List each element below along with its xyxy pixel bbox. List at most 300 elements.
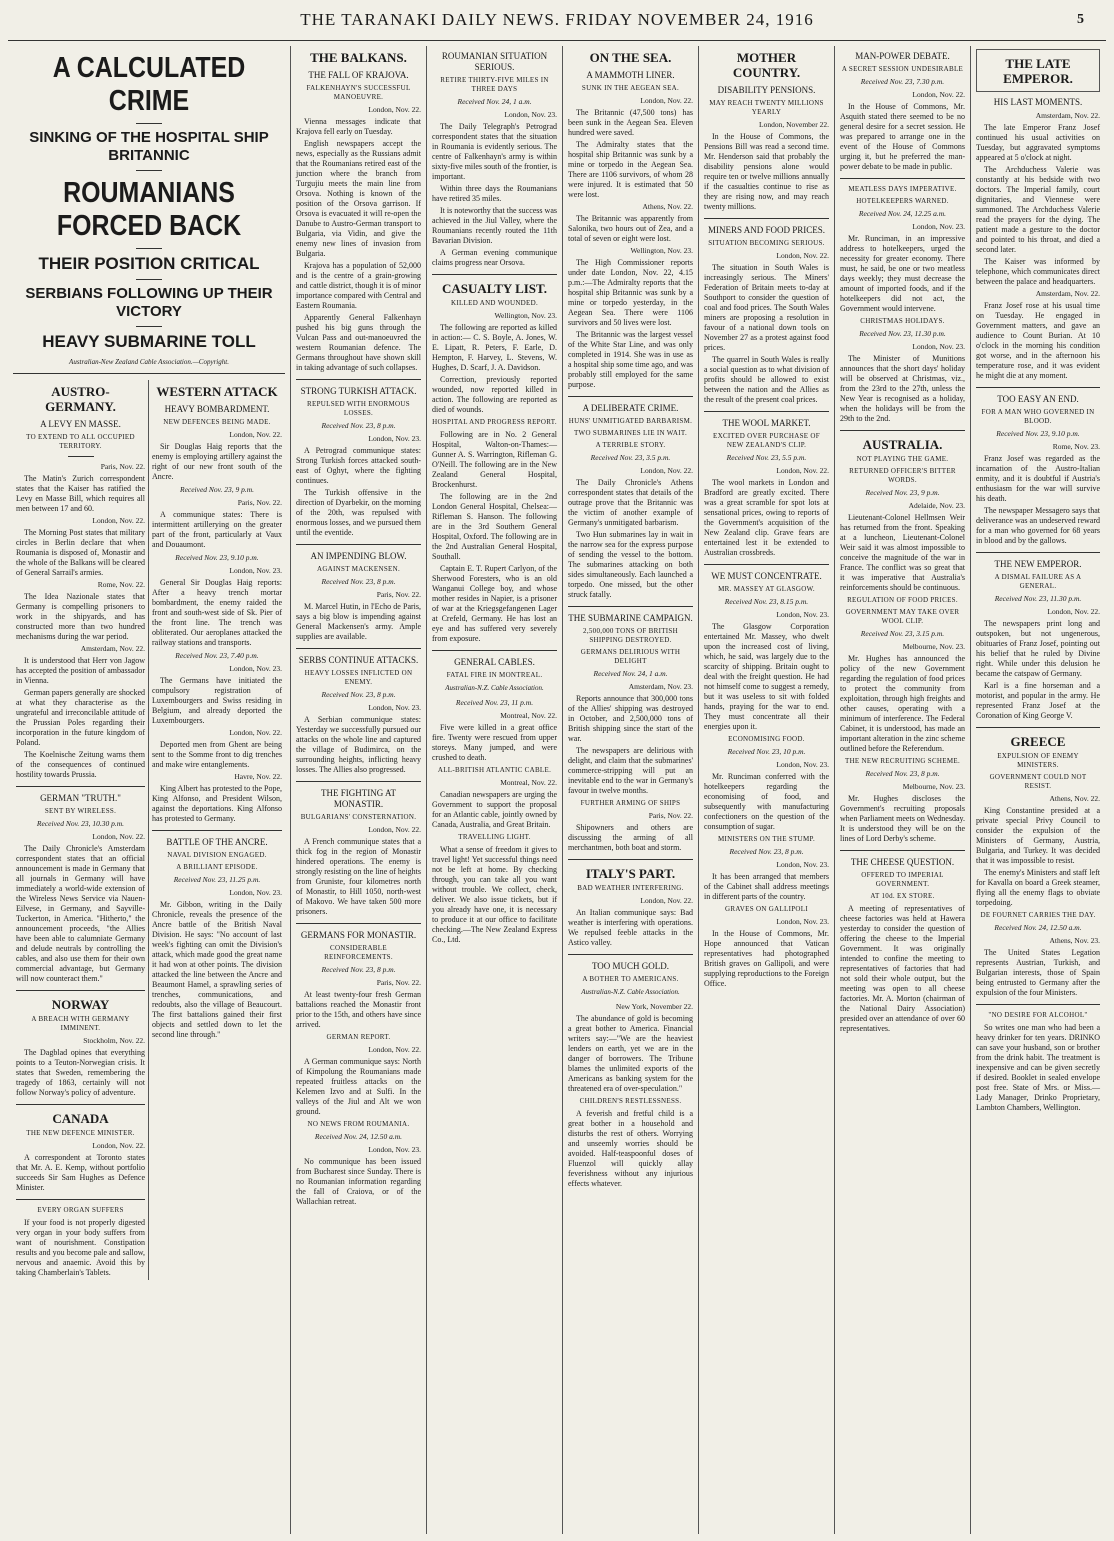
paragraph: It is noteworthy that the success was achieved in the Jiul Valley, where the Roumanians recently routed the 11th Bavarian Division. (432, 206, 557, 245)
paragraph: In the House of Commons, Mr. Hope announced that Vatican representatives had photographed British graves on Gallipoli, and were supplying reproductions to the Foreign Office. (704, 929, 829, 988)
rule (976, 727, 1100, 728)
dateline: Havre, Nov. 22. (234, 772, 282, 781)
dateline: London, Nov. 23. (229, 566, 282, 575)
dateline: London, Nov. 22. (92, 832, 145, 841)
divider (136, 123, 162, 124)
paragraph: General Sir Douglas Haig reports: After a heavy trench mortar bombardment, the enemy raided the front and south-west side of Sk. Pier of the front line. The trench was obliterated. Our aeroplanes attacked the railway stations and transports. (152, 578, 282, 647)
received-time: Received Nov. 23, 11.25 p.m. (173, 875, 261, 884)
column-1 (8, 46, 291, 1534)
subhead: SENT BY WIRELESS. (44, 807, 117, 815)
section-casualty-list: CASUALTY LIST. (441, 281, 547, 296)
ad-heading: EVERY ORGAN SUFFERS (37, 1206, 124, 1214)
ad-paragraph: What a sense of freedom it gives to travel light! Yet successful things need not be left at home. By checking through, you can take all you want without trouble. We collect, check, deliver. We also issue tickets, but if you already have one, it is necessary to produce it at our office to facilitate checking.—The New Zealand Express Co., Ltd. (432, 845, 557, 944)
rule (16, 990, 145, 991)
dateline: London, Nov. 22. (368, 105, 421, 114)
received-time: Received Nov. 23, 10 p.m. (727, 747, 806, 756)
column-6 (835, 46, 971, 1534)
paragraph: M. Marcel Hutin, in l'Echo de Paris, says a big blow is impending against General Mackensen's army. Ample supplies are available. (296, 602, 421, 641)
subhead: A MAMMOTH LINER. (586, 70, 675, 80)
paragraph: Deported men from Ghent are being sent to the Somme front to dig trenches and make wire entanglements. (152, 740, 282, 769)
subhead: MINERS AND FOOD PRICES. (707, 225, 826, 235)
lead-headlines (13, 52, 285, 367)
paragraph: The Britannic was the largest vessel of the White Star Line, and was only completed in 1914. She was in use as a hospital ship some time ago, and was probably still employed for the same purpose. (568, 330, 693, 389)
paragraph: Two Hun submarines lay in wait in the narrow sea for the express purpose of sending the vessel to the bottom. The submarines attacking on both sides simultaneously. Each launched a torpedo. One missed, but the other struck fatally. (568, 530, 693, 599)
subhead: TOO MUCH GOLD. (591, 961, 670, 971)
subhead: MAN-POWER DEBATE. (855, 51, 950, 61)
ad-heading: "NO DESIRE FOR ALCOHOL" (988, 1011, 1088, 1019)
subhead: TO EXTEND TO ALL OCCUPIED TERRITORY. (26, 433, 135, 450)
headline-sinking-britannic: SINKING OF THE HOSPITAL SHIP BRITANNIC (29, 129, 269, 164)
subhead: NEW DEFENCES BEING MADE. (163, 418, 271, 426)
dateline: London, Nov. 22. (776, 251, 829, 260)
subhead: GERMANS FOR MONASTIR. (300, 930, 417, 940)
subhead: ECONOMISING FOOD. (728, 735, 805, 743)
subhead: RETIRE THIRTY-FIVE MILES IN THREE DAYS (440, 76, 549, 93)
dateline: London, Nov. 22. (229, 728, 282, 737)
section-mother-country: MOTHER COUNTRY. (732, 50, 801, 80)
subhead: AT 10d. EX STORE. (870, 892, 935, 900)
paragraph: The High Commissioner reports under date London, Nov. 22, 4.15 p.m.:—The Admiralty reports that the hospital ship Britannic was sunk by a mine or torpedo yesterday, in the Aegean Sea. There were 1106 survivors and 50 lives were lost. (568, 258, 693, 327)
subhead: HIS LAST MOMENTS. (993, 97, 1083, 107)
dateline: Montreal, Nov. 22. (500, 778, 557, 787)
headline-box (976, 49, 1100, 92)
paragraph: A meeting of representatives of cheese factories was held at Hawera yesterday to consider the question of offering the cheese to the Imperial Government. It was originally intended to confine the meeting to representatives of factories that had not sold their whole output, but the meeting was open to all cheese factories. Mr. A. Morton (chairman of the National Dairy Association) presided over an attendance of over 60 representatives. (840, 904, 965, 1033)
paragraph: Mr. Runciman conferred with the hotelkeepers regarding the economising of food, and subsequently with manufacturing confectioners on the question of the consumption of sugar. (704, 772, 829, 831)
paragraph: Sir Douglas Haig reports that the enemy is employing artillery against the right of our new front south of the Ancre. (152, 442, 282, 481)
dateline: Paris, Nov. 22. (100, 462, 145, 471)
paragraph: Five were killed in a great office fire. Twenty were rescued from upper storeys. Many jumped, and were crushed to death. (432, 723, 557, 762)
cable-agency-credit: Australian-New Zealand Cable Association.—Copyright. (69, 358, 229, 366)
rule (840, 178, 965, 179)
paragraph: A German communique says: North of Kimpolung the Roumanians made repeated fruitless attacks on the Kelemen Izvo and at Sulfi. In the valleys of the Jiul and Alt we won ground. (296, 1057, 421, 1116)
paragraph: A French communique states that a thick fog in the region of Monastir hindered operations. The enemy is strongly resisting on the line of heights from Gruniste, four kilometres north of Monastir, to Hill 1050, north-west of Makovo. We have taken 500 more prisoners. (296, 837, 421, 916)
dateline: London, Nov. 22. (1047, 607, 1100, 616)
received-time: Received Nov. 23, 3.15 p.m. (860, 629, 945, 638)
paragraph: It has been arranged that members of the Cabinet shall address meetings in different parts of the country. (704, 872, 829, 901)
rule (976, 552, 1100, 553)
dateline: New York, November 22. (615, 1002, 693, 1011)
received-time: Received Nov. 23, 8 p.m. (321, 577, 396, 586)
subhead: TOO EASY AN END. (997, 394, 1079, 404)
dateline: London, Nov. 23. (368, 703, 421, 712)
dateline: London, Nov. 22. (229, 430, 282, 439)
paragraph: An Italian communique says: Bad weather is interfering with operations. We repulsed feeble attacks in the Astico valley. (568, 908, 693, 947)
paragraph: The late Emperor Franz Josef continued his usual activities on Tuesday, but aggravated symptoms appeared at 5 o'clock at night. (976, 123, 1100, 162)
rule (704, 218, 829, 219)
subhead: MINISTERS ON THE STUMP. (717, 835, 815, 843)
dateline: Amsterdam, Nov. 22. (80, 644, 145, 653)
subhead: A DELIBERATE CRIME. (582, 403, 679, 413)
headline-submarine-toll: HEAVY SUBMARINE TOLL (42, 332, 256, 351)
column-5 (699, 46, 835, 1534)
paragraph: At least twenty-four fresh German battalions reached the Monastir front prior to the 15th, and others have since arrived. (296, 990, 421, 1029)
dateline: Athens, Nov. 22. (1049, 794, 1100, 803)
divider (136, 248, 162, 249)
subhead: TWO SUBMARINES LIE IN WAIT. (573, 429, 688, 437)
subhead: EXCITED OVER PURCHASE OF NEW ZEALAND'S CLIP. (713, 432, 820, 449)
paragraph: Shipowners and others are discussing the arming of all merchantmen, both boat and storm. (568, 823, 693, 852)
dateline: London, Nov. 22. (912, 90, 965, 99)
paragraph: The following are reported as killed in action:— C. S. Boyle, A. Jones, W. E. Lipatt, R. Peters, F. Earle, D. Hempton, F. Harvey, L. Stevens, W. Hughes, D. Scarf, J. A. Davidson. (432, 323, 557, 372)
column-1-left (13, 380, 149, 1280)
received-time: Received Nov. 23, 8 p.m. (321, 965, 396, 974)
subhead: OFFERED TO IMPERIAL GOVERNMENT. (861, 871, 944, 888)
section-balkans: THE BALKANS. (310, 50, 407, 65)
received-time: Received Nov. 24, 12.25 a.m. (858, 209, 947, 218)
paragraph: Vienna messages indicate that Krajova fell early on Tuesday. (296, 117, 421, 136)
received-time: Received Nov. 23, 10.30 p.m. (36, 819, 125, 828)
subhead: REGULATION OF FOOD PRICES. (847, 596, 958, 604)
received-time: Received Nov. 23, 11.30 p.m. (859, 329, 946, 338)
headline-calculated-crime: A CALCULATED CRIME (52, 52, 246, 117)
paragraph: A communique states: There is intermittent artillerying on the greater part of the front, particularly at Vaux and Douaumont. (152, 510, 282, 549)
dateline: Paris, Nov. 22. (237, 498, 282, 507)
dateline: London, Nov. 22. (776, 466, 829, 475)
subhead: A DISMAL FAILURE AS A GENERAL. (994, 573, 1082, 590)
paragraph: The enemy's Ministers and staff left for Kavalla on board a Greek steamer, flying all the enemy flags to obviate torpedoing. (976, 868, 1100, 907)
subhead: REPULSED WITH ENORMOUS LOSSES. (307, 400, 410, 417)
dateline: London, Nov. 23. (368, 434, 421, 443)
subhead: BULGARIANS' CONSTERNATION. (300, 813, 417, 821)
ad-heading: TRAVELLING LIGHT. (458, 833, 531, 841)
paragraph: A Petrograd communique states: Strong Turkish forces attacked south-east of Oghyt, where the fighting continues. (296, 446, 421, 485)
paragraph: The Dagblad opines that everything points to a Teuton-Norwegian crisis. It states that Sweden, remembering the tragedy of 1863, certainly will not follow Norway's policy of adventure. (16, 1048, 145, 1097)
subhead: SUNK IN THE AEGEAN SEA. (581, 84, 680, 92)
paragraph: Reports announce that 300,000 tons of the Allies' shipping was destroyed in October, and 2,500,000 tons of British shipping since the start of the war. (568, 694, 693, 743)
subhead: DISABILITY PENSIONS. (717, 85, 816, 95)
received-time: Received Nov. 23, 8 p.m. (865, 769, 940, 778)
paragraph: Franz Josef was regarded as the incarnation of the Austro-Italian enmity, and it is doubtful if Austria's enthusiasm for the war will survive his death. (976, 454, 1100, 503)
subhead: A BREACH WITH GERMANY IMMINENT. (31, 1015, 130, 1032)
subhead: THE NEW RECRUITING SCHEME. (845, 757, 960, 765)
section-greece: GREECE (1010, 734, 1066, 749)
subhead: KILLED AND WOUNDED. (450, 299, 539, 307)
subhead: NOT PLAYING THE GAME. (856, 455, 949, 463)
paragraph: It is understood that Herr von Jagow has accepted the position of ambassador in Vienna. (16, 656, 145, 685)
paragraph: Captain E. T. Rupert Carlyon, of the Sherwood Foresters, who is an old Wanganui College boy, and whose mother resides in Napier, is a prisoner of war at the Kriegsgefangenen Lager at Crefeld, Germany. He has lost an eye and has suffered very severely from exposure. (432, 564, 557, 643)
column-4 (563, 46, 699, 1534)
column-1-split (13, 380, 285, 1280)
received-time: Received Nov. 23, 9 p.m. (865, 488, 940, 497)
paragraph: Within three days the Roumanians have retired 35 miles. (432, 184, 557, 203)
subhead: 2,500,000 TONS OF BRITISH SHIPPING DESTROYED. (583, 627, 678, 644)
dateline: London, Nov. 23. (776, 917, 829, 926)
page-number: 5 (1077, 12, 1084, 27)
dateline: Stockholm, Nov. 22. (83, 1036, 145, 1045)
rule (16, 1199, 145, 1200)
paragraph: The newspapers are delirious with delight, and claim that the submarines' commerce-stripping will put an inevitable end to the war in Germany's favour in twelve months. (568, 746, 693, 795)
paragraph: King Constantine presided at a private special Privy Council to consider the expulsion of the Ministers of Germany, Austria, Bulgaria, and Turkey. It was decided that it was impossible to resist. (976, 806, 1100, 865)
subhead: GENERAL CABLES. (454, 657, 535, 667)
paragraph: The United States Legation represents Austrian, Turkish, and Bulgarian interests, those of Spain being entrusted to Germany after the expulsion of the four Ministers. (976, 948, 1100, 997)
divider (136, 279, 162, 280)
received-time: Received Nov. 23, 3.5 p.m. (590, 453, 671, 462)
subhead: CONSIDERABLE REINFORCEMENTS. (324, 944, 393, 961)
received-time: Received Nov. 23, 9 p.m. (179, 485, 254, 494)
column-2 (291, 46, 427, 1534)
paragraph: The Glasgow Corporation entertained Mr. Massey, who dwelt upon the increased cost of living, which, he said, was largely due to the scarcity of shipping. Britain ought to deal with the freight question. He had not himself come to suggest a remedy, but it was useless to sit with folded hands, praying for the war to end. They must concentrate all their energies upon it. (704, 622, 829, 731)
rule (296, 544, 421, 545)
paragraph: In the House of Commons, the Pensions Bill was read a second time. Mr. Henderson said that probably the disability pensions alone would require ten or twelve millions annually if the casualties continue to rise as they are rising now, and may reach twenty millions. (704, 132, 829, 211)
subhead: BATTLE OF THE ANCRE. (166, 837, 268, 847)
dateline: Montreal, Nov. 22. (500, 711, 557, 720)
paragraph: The abundance of gold is becoming a great bother to America. Financial writers say:—"We are the heaviest lenders on earth, yet we are in the danger of borrowers. The Tribune blames the unlimited exports of the Americans as banking system for the threatened era of over-speculation." (568, 1014, 693, 1093)
dateline: London, Nov. 22. (640, 896, 693, 905)
ad-paragraph: A feverish and fretful child is a great bother in a household and disturbs the rest of others. Worrying and unseemly worries should be avoided. Half-teaspoonful doses of Fluenzol will quickly allay feverishness without any injurious effects whatever. (568, 1109, 693, 1188)
paragraph: The Admiralty states that the hospital ship Britannic was sunk by a mine or torpedo in the Aegean Sea. There are 1106 survivors, of whom 28 were injured. It is estimated that 50 were lost. (568, 140, 693, 199)
subhead: HEAVY BOMBARDMENT. (164, 404, 270, 414)
paragraph: Canadian newspapers are urging the Government to support the proposal for an Atlantic cable, jointly owned by Canada, Australia, and Great Britain. (432, 790, 557, 829)
paragraph: Mr. Hughes discloses the Government's recruiting proposals when Parliament meets on Wednesday. It is understood they will be on the lines of Lord Derby's scheme. (840, 794, 965, 843)
dateline: London, Nov. 22. (368, 825, 421, 834)
paragraph: The following are in the 2nd London General Hospital, Chelsea:—Rifleman S. Hanson. The following are in the 3rd Southern General Hospital, Oxford. The following are in the 2nd Australian General Hospital, Southall. (432, 492, 557, 561)
subhead: CHRISTMAS HOLIDAYS. (860, 317, 945, 325)
paragraph: The Matin's Zurich correspondent states that the Kaiser has ratified the Levy en Masse Bill, which requires all men between 17 and 60. (16, 474, 145, 513)
paragraph: The Germans have initiated the compulsory registration of Luxembourgers and Swiss residing in Belgium, and already deported the Luxembourgers. (152, 676, 282, 725)
received-time: Received Nov. 23, 9.10 p.m. (175, 553, 259, 562)
paragraph: Mr. Gibbon, writing in the Daily Chronicle, reveals the presence of the Ancre battle of the British Naval Division. He says: "No account of last week's fighting can omit the Division's attack, which made good the great name it had won at other points. The division attacked the line between the Ancre and Beaumont Hamel, a sprawling series of trenches, communications, and redoubts, also the village of Beaucourt. The first battalions gained their first objects and settled down to let the second line through." (152, 900, 282, 1039)
dateline: London, Nov. 22. (640, 96, 693, 105)
subhead: STRONG TURKISH ATTACK. (300, 386, 417, 396)
paragraph: The quarrel in South Wales is really a social question as to what division of profits should be allowed to exist between the nation and the Allies as the result of the present coal prices. (704, 355, 829, 404)
rule (840, 850, 965, 851)
rule (432, 650, 557, 651)
received-time: Received Nov. 23, 8 p.m. (321, 421, 396, 430)
section-italys-part: ITALY'S PART. (585, 866, 676, 881)
paragraph: The situation in South Wales is increasingly serious. The Miners' Federation of Britain meets to-day at Southport to consider the question of coal and food prices. The South Wales miners are proposing a resolution in favour of a national down tools on November 27 as a protest against food prices. (704, 263, 829, 352)
subhead: MR. MASSEY AT GLASGOW. (718, 585, 815, 593)
ad-heading: CHILDREN'S RESTLESSNESS. (579, 1097, 682, 1105)
paragraph: Krajova has a population of 52,000 and is the centre of a grain-growing and cattle district, though it is of minor importance compared with Central and Eastern Roumania. (296, 261, 421, 310)
dateline: London, Nov. 22. (640, 466, 693, 475)
subhead: A TERRIBLE STORY. (595, 441, 666, 449)
subhead: THE SUBMARINE CAMPAIGN. (568, 613, 693, 623)
subhead: WE MUST CONCENTRATE. (711, 571, 822, 581)
headline-serbians-victory: SERBIANS FOLLOWING UP THEIR VICTORY (25, 285, 273, 320)
paragraph: Apparently General Falkenhayn pushed his big guns through the Vulcan Pass and out-manoeuvred the western Roumanian defence. The Germans throughout have shown skill in taking advantage of such collapses. (296, 313, 421, 372)
headline-position-critical: THEIR POSITION CRITICAL (38, 254, 260, 273)
cable-agency-credit: Australian-N.Z. Cable Association. (581, 988, 680, 996)
dateline: Wellington, Nov. 23. (630, 246, 693, 255)
divider (68, 456, 94, 457)
section-canada: CANADA (52, 1111, 109, 1126)
subhead: DE FOURNET CARRIES THE DAY. (980, 911, 1096, 919)
paragraph: No communique has been issued from Bucharest since Sunday. There is no Roumanian information regarding the fall of Craiova, or of the Wallachian retreat. (296, 1157, 421, 1206)
subhead: FURTHER ARMING OF SHIPS (580, 799, 681, 807)
section-austro-germany: AUSTRO-GERMANY. (45, 384, 116, 414)
received-time: Received Nov. 24, 12.50 a.m. (314, 1132, 403, 1141)
subhead: THE NEW EMPEROR. (994, 559, 1082, 569)
subhead: BAD WEATHER INTERFERING. (577, 884, 684, 892)
subhead: GERMANS DELIRIOUS WITH DELIGHT (580, 648, 681, 665)
paragraph: The Morning Post states that military circles in Berlin declare that when Roumania is disposed of, Monastir and the whole of the Balkans will be cleared of General Sarrail's armies. (16, 528, 145, 577)
subhead: HEAVY LOSSES INFLICTED ON ENEMY. (304, 669, 413, 686)
paragraph: The Archduchess Valerie was constantly at his bedside with two doctors. The Imperial family, court dignitaries, and Viennese were summoned. The Archduchess Valerie read the prayers for the dying. The patient made a gesture to the doctor and pointed to his throat, and died a second later. (976, 165, 1100, 254)
subhead: A SECRET SESSION UNDESIRABLE (841, 65, 964, 73)
dateline: Amsterdam, Nov. 22. (1035, 111, 1100, 120)
received-time: Received Nov. 23, 7.40 p.m. (175, 651, 259, 660)
rule (16, 786, 145, 787)
received-time: Received Nov. 24, 1 a.m. (457, 97, 532, 106)
subhead: HUNS' UNMITIGATED BARBARISM. (568, 417, 693, 425)
ad-paragraph: If your food is not properly digested very organ in your body suffers from want of nourishment. Constipation results and you become pale and sallow, nervous and anaemic. Avoid this by taking Chamberlain's Tablets. (16, 1218, 145, 1277)
received-time: Received Nov. 23, 11.30 p.m. (994, 594, 1082, 603)
dateline: London, Nov. 23. (504, 110, 557, 119)
received-time: Received Nov. 23, 8 p.m. (321, 690, 396, 699)
paragraph: A Serbian communique states: Yesterday we successfully pursued our attacks on the whole line and captured the village of Budimirca, on the surrounding heights, inflicting heavy losses. The Allies also progressed. (296, 715, 421, 774)
section-on-the-sea: ON THE SEA. (589, 50, 672, 65)
rule (16, 1104, 145, 1105)
dateline: London, Nov. 23. (912, 342, 965, 351)
dateline: Melbourne, Nov. 23. (902, 642, 965, 651)
paragraph: A correspondent at Toronto states that Mr. A. E. Kemp, without portfolio succeeds Sir Sam Hughes as Defence Minister. (16, 1153, 145, 1192)
rule (976, 387, 1100, 388)
dateline: Amsterdam, Nov. 22. (1035, 289, 1100, 298)
paragraph: The Daily Chronicle's Athens correspondent states that details of the outrage prove that the Britannic was the victim of another example of Germany's unmitigated barbarism. (568, 478, 693, 527)
rule (152, 830, 282, 831)
subhead: AN IMPENDING BLOW. (310, 551, 407, 561)
paragraph: King Albert has protested to the Pope, King Alfonso, and President Wilson, against the deportations. King Alfonso has protested to Germany. (152, 784, 282, 823)
paragraph: Karl is a fine horseman and a motorist, and popular in the army. He represented Franz Josef at the Coronation of King George V. (976, 681, 1100, 720)
dateline: London, Nov. 23. (229, 664, 282, 673)
subhead: SERBS CONTINUE ATTACKS. (298, 655, 419, 665)
received-time: Received Nov. 23, 8 p.m. (729, 847, 804, 856)
subhead: THE FALL OF KRAJOVA. (308, 70, 409, 80)
subhead: A BRILLIANT EPISODE. (176, 863, 258, 871)
subhead: HOTELKEEPERS WARNED. (856, 197, 949, 205)
dateline: Paris, Nov. 22. (648, 811, 693, 820)
masthead (0, 10, 1114, 38)
subhead: MAY REACH TWENTY MILLIONS YEARLY (709, 99, 824, 116)
received-time: Received Nov. 23, 5.5 p.m. (726, 453, 807, 462)
subhead: THE NEW DEFENCE MINISTER. (26, 1129, 135, 1137)
received-time: Received Nov. 23, 11 p.m. (455, 698, 534, 707)
subhead: GRAVES ON GALLIPOLI (725, 905, 808, 913)
dateline: Athens, Nov. 23. (1049, 936, 1100, 945)
subhead: RETURNED OFFICER'S BITTER WORDS. (849, 467, 956, 484)
dateline: London, Nov. 22. (368, 1045, 421, 1054)
paragraph: The Daily Telegraph's Petrograd correspondent states that the situation in Roumania is evidently serious. The centre of Falkenhayn's army is within sixty-five miles south of the frontier, is important. (432, 122, 557, 181)
rule (568, 606, 693, 607)
dateline: London, Nov. 23. (368, 1145, 421, 1154)
dateline: Athens, Nov. 22. (642, 202, 693, 211)
subhead: FATAL FIRE IN MONTREAL. (446, 671, 543, 679)
subhead: AGAINST MACKENSEN. (316, 565, 401, 573)
rule (432, 274, 557, 275)
subhead: THE FIGHTING AT MONASTIR. (321, 788, 396, 809)
dateline: Paris, Nov. 22. (376, 590, 421, 599)
column-7 (971, 46, 1105, 1534)
rule (568, 954, 693, 955)
subhead: ROUMANIAN SITUATION SERIOUS. (441, 51, 548, 72)
columns (8, 46, 1106, 1534)
rule (704, 564, 829, 565)
dateline: Rome, Nov. 23. (1052, 442, 1100, 451)
masthead-rule (8, 40, 1106, 41)
dateline: London, Nov. 23. (776, 860, 829, 869)
section-australia: AUSTRALIA. (862, 437, 943, 452)
subhead: A LEVY EN MASSE. (40, 419, 121, 429)
paragraph: In the House of Commons, Mr. Asquith stated there seemed to be no general desire for a secret session. He was prepared to arrange one in the event of the House of Commons urging it, but he preferred the man-power debate to be made in public. (840, 102, 965, 171)
received-time: Received Nov. 23, 7.30 p.m. (860, 77, 945, 86)
subhead: THE CHEESE QUESTION. (850, 857, 955, 867)
cable-agency-credit: Australian-N.Z. Cable Association. (445, 684, 544, 692)
subhead: THE WOOL MARKET. (722, 418, 811, 428)
paragraph: Following are in No. 2 General Hospital, Walton-on-Thames:—Gunner A. S. Warrington, Rifleman G. O'Neill. The following are in the New Zealand General Hospital, Brockenhurst. (432, 430, 557, 489)
rule (296, 648, 421, 649)
dateline: Amsterdam, Nov. 23. (628, 682, 693, 691)
subhead: GERMAN REPORT. (326, 1033, 391, 1041)
dateline: London, Nov. 22. (92, 516, 145, 525)
received-time: Received Nov. 23, 9.10 p.m. (996, 429, 1080, 438)
paragraph: The newspapers print long and outspoken, but not ungenerous, obituaries of Franz Josef, pointing out his belief that he ruled by Divine right. While under this delusion he became the catspaw of Germany. (976, 619, 1100, 678)
section-norway: NORWAY (51, 997, 110, 1012)
rule (13, 373, 285, 374)
paragraph: The Britannic was apparently from Salonika, two hours out of Zea, and a total of seven or eight were lost. (568, 214, 693, 243)
subhead: GOVERNMENT COULD NOT RESIST. (989, 773, 1087, 790)
paragraph: The Idea Nazionale states that Germany is compelling prisoners to work in the shipyards, and has constructed more than two hundred mechanisms during the war period. (16, 592, 145, 641)
paragraph: The Kaiser was informed by telephone, which communicates direct between the palace and headquarters. (976, 257, 1100, 286)
paragraph: The newspaper Messagero says that deliverance was an undeserved reward for a man who governed for 68 years in blood and by the gallows. (976, 506, 1100, 545)
subhead: HOSPITAL AND PROGRESS REPORT. (432, 418, 557, 426)
paragraph: Mr. Hughes has announced the policy of the new Government regarding the regulation of food prices to protect the community from exploitation, through high freights and other causes, operating with a minimum of interference. The Federal Cabinet, it is understood, has made an important alteration in the zinc scheme outlined before the Referendum. (840, 654, 965, 753)
masthead-title: THE TARANAKI DAILY NEWS. FRIDAY NOVEMBER 24, 1916 (300, 10, 814, 29)
divider (136, 170, 162, 171)
subhead: MEATLESS DAYS IMPERATIVE. (848, 185, 957, 193)
ad-paragraph: So writes one man who had been a heavy drinker for ten years. DRINKO can save your husband, son or brother from the drink habit. The treatment is inexpensive and can be given secretly if desired. Booklet in sealed envelope post free. State of Mrs. or Miss.—Lady Manager, Drinko Proprietary, Lambton Chambers, Wellington. (976, 1023, 1100, 1112)
rule (296, 379, 421, 380)
paragraph: English newspapers accept the news, especially as the Russians admit that the Roumanians retired east of the junction where the branch from Turgujiu meets the main line from Orsova. Nothing is known of the position of the Orsova garrison. If Orsova is evacuated it will re-open the Danube to Austro-German transport to Bulgaria, via Vidin, and give the enemy new lines of invasion from Bulgaria. (296, 139, 421, 258)
rule (704, 411, 829, 412)
received-time: Received Nov. 23, 8.15 p.m. (724, 597, 809, 606)
dateline: Wellington, Nov. 23. (494, 311, 557, 320)
paragraph: Mr. Runciman, in an impressive address to hotelkeepers, urged the necessity for greater economy. There must, he said, be one or two meatless days weekly; they must decrease the amount of imported foods, and if the hotelkeepers did not act, the Government would intervene. (840, 234, 965, 313)
paragraph: A German evening communique claims progress near Orsova. (432, 248, 557, 267)
paragraph: Correction, previously reported wounded, now reported killed in action. The following are reported as died of wounds. (432, 375, 557, 414)
section-late-emperor: THE LATE EMPEROR. (1003, 56, 1073, 86)
dateline: Adelaide, Nov. 23. (908, 501, 965, 510)
dateline: London, November 22. (759, 120, 829, 129)
rule (840, 430, 965, 431)
paragraph: The Koelnische Zeitung warns them of the consequences of continued hostility towards Prussia. (16, 750, 145, 779)
dateline: London, Nov. 23. (776, 610, 829, 619)
dateline: London, Nov. 23. (776, 760, 829, 769)
dateline: Melbourne, Nov. 23. (902, 782, 965, 791)
subhead: GERMAN "TRUTH." (40, 793, 121, 803)
column-3 (427, 46, 563, 1534)
dateline: Rome, Nov. 22. (97, 580, 145, 589)
paragraph: The Daily Chronicle's Amsterdam correspondent states that an official announcement is made in Germany that all journals in Germany will have immediately a world-wide extension of the Wireless News Service via Nauen-Eilvese, in Germany, and Sayville-Tuckerton, in America. "Hitherto," the announcement proceeds, "the Allies have been able to calumniate Germany and delude neutrals by controlling the cables, and also use them for their own commercial advantage, but Germany will now counteract them." (16, 844, 145, 983)
rule (568, 859, 693, 860)
paragraph: Franz Josef rose at his usual time on Tuesday. He engaged in Government matters, and gave an audience to Count Burian. At 10 o'clock in the morning his condition got worse, and in the afternoon his temperature rose, and it was evident he might die at any moment. (976, 301, 1100, 380)
divider (136, 326, 162, 327)
dateline: London, Nov. 23. (229, 888, 282, 897)
rule (296, 923, 421, 924)
dateline: London, Nov. 23. (912, 222, 965, 231)
rule (568, 396, 693, 397)
paragraph: The Britannic (47,500 tons) has been sunk in the Aegean Sea. Eleven hundred were saved. (568, 108, 693, 137)
paragraph: Lieutenant-Colonel Hellmsen Weir has returned from the front. Speaking at a luncheon, Lieutenant-Colonel Weir said it was almost impossible to conceive the magnitude of the war in France. The conflict was so great that it was imperative that Australia's reinforcements should be continuous. (840, 513, 965, 592)
dateline: Paris, Nov. 22. (376, 978, 421, 987)
paragraph: The Turkish offensive in the direction of Dyarbekir, on the morning of the 20th, was repulsed with enormous losses, and we pursued them until the eventide. (296, 488, 421, 537)
section-western-attack: WESTERN ATTACK (156, 384, 278, 399)
received-time: Received Nov. 24, 1 a.m. (593, 669, 668, 678)
received-time: Received Nov. 24, 12.50 a.m. (994, 923, 1082, 932)
subhead: ALL-BRITISH ATLANTIC CABLE. (437, 766, 552, 774)
subhead: NO NEWS FROM ROUMANIA. (307, 1120, 410, 1128)
column-1-right (149, 380, 285, 1280)
paragraph: German papers generally are shocked at what they characterise as the ungrateful and irreconcilable attitude of the Prussian Poles regarding their incorporation in the future kingdom of Poland. (16, 688, 145, 747)
